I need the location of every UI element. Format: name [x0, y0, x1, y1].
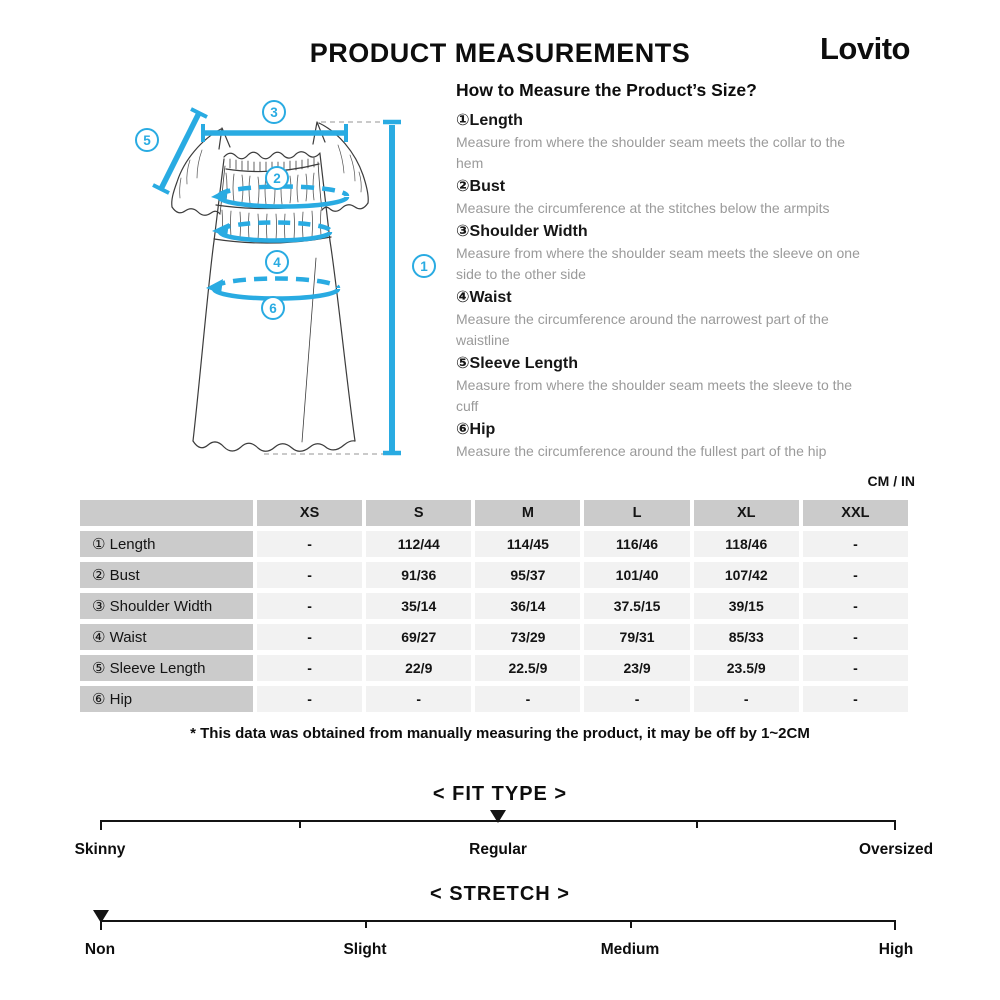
howto-body-sleeve-length: Measure from where the shoulder seam meets the sleeve to the cuff	[456, 377, 853, 414]
bust-ellipse-solid	[219, 197, 347, 207]
howto-heading-length: ①Length	[456, 112, 523, 129]
waist-ellipse-dashed	[220, 223, 330, 232]
hip-ellipse-dashed	[214, 279, 338, 289]
unit-label: CM / IN	[867, 473, 915, 489]
col-header-xl: XL	[694, 500, 799, 526]
stretch-label-medium: Medium	[600, 941, 660, 958]
page-title: PRODUCT MEASUREMENTS	[309, 38, 691, 68]
cell-shoulder-xl: 39/15	[694, 593, 799, 619]
cell-waist-m: 73/29	[475, 624, 580, 650]
cell-hip-xxl: -	[803, 686, 908, 712]
measurement-lines	[153, 109, 401, 453]
cell-length-s: 112/44	[366, 531, 471, 557]
col-header-l: L	[584, 500, 689, 526]
howto-heading-sleeve-length: ⑤Sleeve Length	[456, 355, 579, 372]
howto-item-sleeve-length	[456, 353, 868, 417]
sleeve-length-line	[161, 113, 199, 189]
cell-waist-s: 69/27	[366, 624, 471, 650]
cell-waist-l: 79/31	[584, 624, 689, 650]
cell-bust-xs: -	[257, 562, 362, 588]
howto-body-shoulder-width: Measure from where the shoulder seam meets the sleeve on one side to the other side	[456, 245, 860, 282]
cell-length-xs: -	[257, 531, 362, 557]
cell-bust-xxl: -	[803, 562, 908, 588]
stretch-tick-slight	[365, 920, 367, 928]
howto-title: How to Measure the Product’s Size?	[456, 80, 757, 100]
cell-hip-xl: -	[694, 686, 799, 712]
dress-left-cuff	[172, 207, 220, 215]
howto-item-length	[456, 110, 868, 174]
howto-body-hip: Measure the circumference around the fullest part of the hip	[456, 443, 827, 459]
callout-1-number: 1	[420, 259, 428, 274]
stretch-label-slight: Slight	[343, 941, 387, 958]
measurement-disclaimer: * This data was obtained from manually measuring the product, it may be off by 1~2CM	[190, 725, 810, 742]
row-label-length: ① Length	[80, 531, 253, 557]
cell-sleeve-l: 23/9	[584, 655, 689, 681]
fit-type-tick-start	[100, 820, 102, 830]
brand-logo	[820, 31, 910, 67]
cell-length-m: 114/45	[475, 531, 580, 557]
cell-sleeve-xxl: -	[803, 655, 908, 681]
cell-sleeve-m: 22.5/9	[475, 655, 580, 681]
howto-body-waist: Measure the circumference around the narrowest part of the waistline	[456, 311, 829, 348]
row-label-bust: ② Bust	[80, 562, 253, 588]
callout-3-number: 3	[270, 105, 278, 120]
stretch-label-non: Non	[84, 941, 116, 958]
cell-hip-m: -	[475, 686, 580, 712]
dress-left-sleeve	[172, 129, 221, 207]
fit-type-label-skinny: Skinny	[74, 841, 126, 858]
cell-bust-xl: 107/42	[694, 562, 799, 588]
cell-bust-l: 101/40	[584, 562, 689, 588]
fit-type-title: < FIT TYPE >	[432, 783, 568, 805]
cell-length-l: 116/46	[584, 531, 689, 557]
stretch-axis	[101, 920, 896, 922]
fit-type-label-oversized: Oversized	[858, 841, 934, 858]
fit-type-tick-threequarter	[696, 820, 698, 828]
col-header-xxl: XXL	[803, 500, 908, 526]
row-label-hip: ⑥ Hip	[80, 686, 253, 712]
cell-bust-m: 95/37	[475, 562, 580, 588]
howto-heading-hip: ⑥Hip	[456, 421, 496, 438]
cell-shoulder-m: 36/14	[475, 593, 580, 619]
brand-logo-text: Lovito	[820, 31, 910, 66]
stretch-marker	[93, 910, 109, 923]
cell-bust-s: 91/36	[366, 562, 471, 588]
dress-skirt-drape	[302, 258, 316, 442]
howto-item-shoulder-width	[456, 221, 868, 285]
cell-hip-xs: -	[257, 686, 362, 712]
row-label-waist: ④ Waist	[80, 624, 253, 650]
stretch-label-high: High	[878, 941, 914, 958]
howto-heading-waist: ④Waist	[456, 289, 512, 306]
howto-heading-shoulder-width: ③Shoulder Width	[456, 223, 588, 240]
dress-right-sleeve-gathers	[338, 145, 361, 192]
fit-type-tick-end	[894, 820, 896, 830]
dress-neckline-ruffle	[224, 152, 320, 159]
row-label-sleeve-length: ⑤ Sleeve Length	[80, 655, 253, 681]
cell-length-xxl: -	[803, 531, 908, 557]
cell-waist-xs: -	[257, 624, 362, 650]
cell-shoulder-xxl: -	[803, 593, 908, 619]
dress-left-sleeve-gathers	[180, 150, 202, 198]
cell-shoulder-s: 35/14	[366, 593, 471, 619]
fit-type-marker	[490, 810, 506, 823]
fit-type-label-regular: Regular	[469, 841, 527, 858]
row-label-shoulder-width: ③ Shoulder Width	[80, 593, 253, 619]
cell-waist-xxl: -	[803, 624, 908, 650]
dress-hem	[193, 441, 355, 451]
stretch-tick-end	[894, 920, 896, 930]
howto-section	[456, 80, 868, 464]
cell-sleeve-s: 22/9	[366, 655, 471, 681]
col-header-m: M	[475, 500, 580, 526]
cell-sleeve-xs: -	[257, 655, 362, 681]
stretch-tick-medium	[630, 920, 632, 928]
waist-ellipse-solid	[220, 232, 330, 241]
cell-shoulder-l: 37.5/15	[584, 593, 689, 619]
howto-body-bust: Measure the circumference at the stitches below the armpits	[456, 200, 830, 216]
col-header-empty	[80, 500, 253, 526]
cell-hip-s: -	[366, 686, 471, 712]
callout-5-number: 5	[143, 133, 151, 148]
stretch-title: < STRETCH >	[430, 883, 570, 905]
howto-item-bust	[456, 176, 868, 219]
cell-shoulder-xs: -	[257, 593, 362, 619]
col-header-xs: XS	[257, 500, 362, 526]
howto-item-waist	[456, 287, 868, 351]
howto-heading-bust: ②Bust	[456, 178, 506, 195]
measurement-diagram	[0, 0, 460, 480]
cell-hip-l: -	[584, 686, 689, 712]
callout-6-number: 6	[269, 301, 277, 316]
cell-waist-xl: 85/33	[694, 624, 799, 650]
howto-body-length: Measure from where the shoulder seam meets the collar to the hem	[456, 134, 846, 171]
cell-length-xl: 118/46	[694, 531, 799, 557]
col-header-s: S	[366, 500, 471, 526]
howto-item-hip	[456, 419, 868, 462]
callout-4-number: 4	[273, 255, 281, 270]
cell-sleeve-xl: 23.5/9	[694, 655, 799, 681]
callout-2-number: 2	[273, 171, 281, 186]
size-table	[80, 500, 908, 712]
fit-type-tick-quarter	[299, 820, 301, 828]
